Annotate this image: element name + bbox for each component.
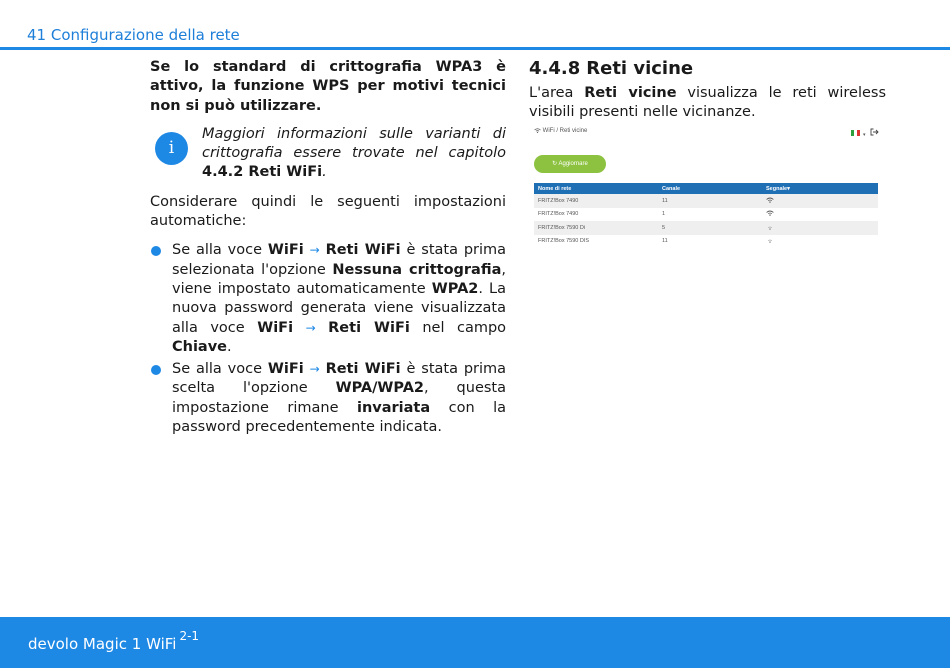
arrow-icon: →: [309, 362, 320, 377]
header-divider: [0, 47, 950, 50]
bullet-dot: [151, 246, 161, 256]
networks-table: [534, 183, 878, 248]
section-heading: [529, 57, 886, 81]
table-row[interactable]: [534, 221, 878, 235]
wifi-strong-icon: [762, 194, 878, 208]
logout-icon[interactable]: [870, 128, 879, 136]
auto-settings-intro: Considerare quindi le seguenti impostazioni automatiche:: [150, 193, 506, 230]
wifi-weak-icon: [762, 221, 878, 235]
language-flag-icon[interactable]: [851, 130, 860, 136]
chapter-reference: 4.4.2 Reti WiFi: [202, 164, 323, 181]
arrow-icon: →: [309, 243, 320, 258]
ui-screenshot: [531, 124, 885, 252]
sort-icon: ▾: [787, 185, 790, 192]
network-name: FRITZ!Box 7590 DIS: [538, 238, 590, 245]
left-column: [150, 58, 506, 440]
column-header-channel[interactable]: Canale: [658, 183, 762, 194]
refresh-button[interactable]: ↻ Aggiornare: [534, 155, 606, 173]
language-dropdown-icon[interactable]: ▾: [863, 132, 866, 138]
info-note-text: Maggiori informazioni sulle varianti di crittografia essere trovate nel capitolo 4.4.2 Reti WiFi.: [202, 125, 506, 181]
wifi-icon: [534, 128, 541, 133]
network-name: FRITZ!Box 7490: [538, 211, 579, 218]
bullet-dot: [151, 365, 161, 375]
page-header-title: 41 Configurazione della rete: [27, 26, 240, 44]
section-number: 4.4.8: [529, 58, 581, 79]
breadcrumb: WiFi / Reti vicine: [534, 128, 587, 134]
network-channel: 1: [662, 211, 666, 218]
section-description: L'area Reti vicine visualizza le reti wireless visibili presenti nelle vicinanze.: [529, 85, 886, 121]
info-note: [150, 125, 506, 183]
table-header-row: [534, 183, 878, 194]
network-channel: 11: [658, 194, 762, 208]
settings-list: [150, 241, 506, 437]
network-channel: 5: [658, 221, 762, 235]
table-row[interactable]: [534, 208, 878, 222]
list-item: Se alla voce WiFi → Reti WiFi è stata prima scelta l'opzione WPA/WPA2, questa impostazione rimane invariata con la password precedentemente indicata.: [150, 360, 506, 437]
network-channel: 11: [662, 238, 668, 245]
table-row[interactable]: [534, 194, 878, 208]
wifi-strong-icon: [762, 208, 878, 222]
wpa3-warning: Se lo standard di crittografia WPA3 è attivo, la funzione WPS per motivi tecnici non si può utilizzare.: [150, 59, 506, 114]
list-item: Se alla voce WiFi → Reti WiFi è stata prima selezionata l'opzione Nessuna crittografia, viene impostato automaticamente WPA2. La nuova password generata viene visualizzata alla voce WiFi → Reti WiFi nel campo Chiave.: [150, 241, 506, 357]
network-name: FRITZ!Box 7590 Di: [534, 221, 658, 235]
table-row[interactable]: [534, 235, 878, 249]
right-column: [529, 57, 886, 123]
refresh-icon: ↻: [552, 161, 558, 167]
column-header-name[interactable]: Nome di rete: [534, 183, 658, 194]
info-icon: i: [155, 132, 188, 165]
footer-product: devolo Magic 1 WiFi $^{2-1}$: [28, 629, 200, 653]
network-name: FRITZ!Box 7490: [534, 194, 658, 208]
page-footer: [0, 617, 950, 668]
column-header-signal[interactable]: Segnale▾: [762, 183, 878, 194]
wifi-weak-icon: [762, 235, 878, 249]
arrow-icon: →: [305, 320, 316, 335]
section-title: Reti vicine: [586, 58, 694, 79]
footer-superscript: 2-1: [179, 629, 200, 643]
page-header: [0, 0, 950, 50]
